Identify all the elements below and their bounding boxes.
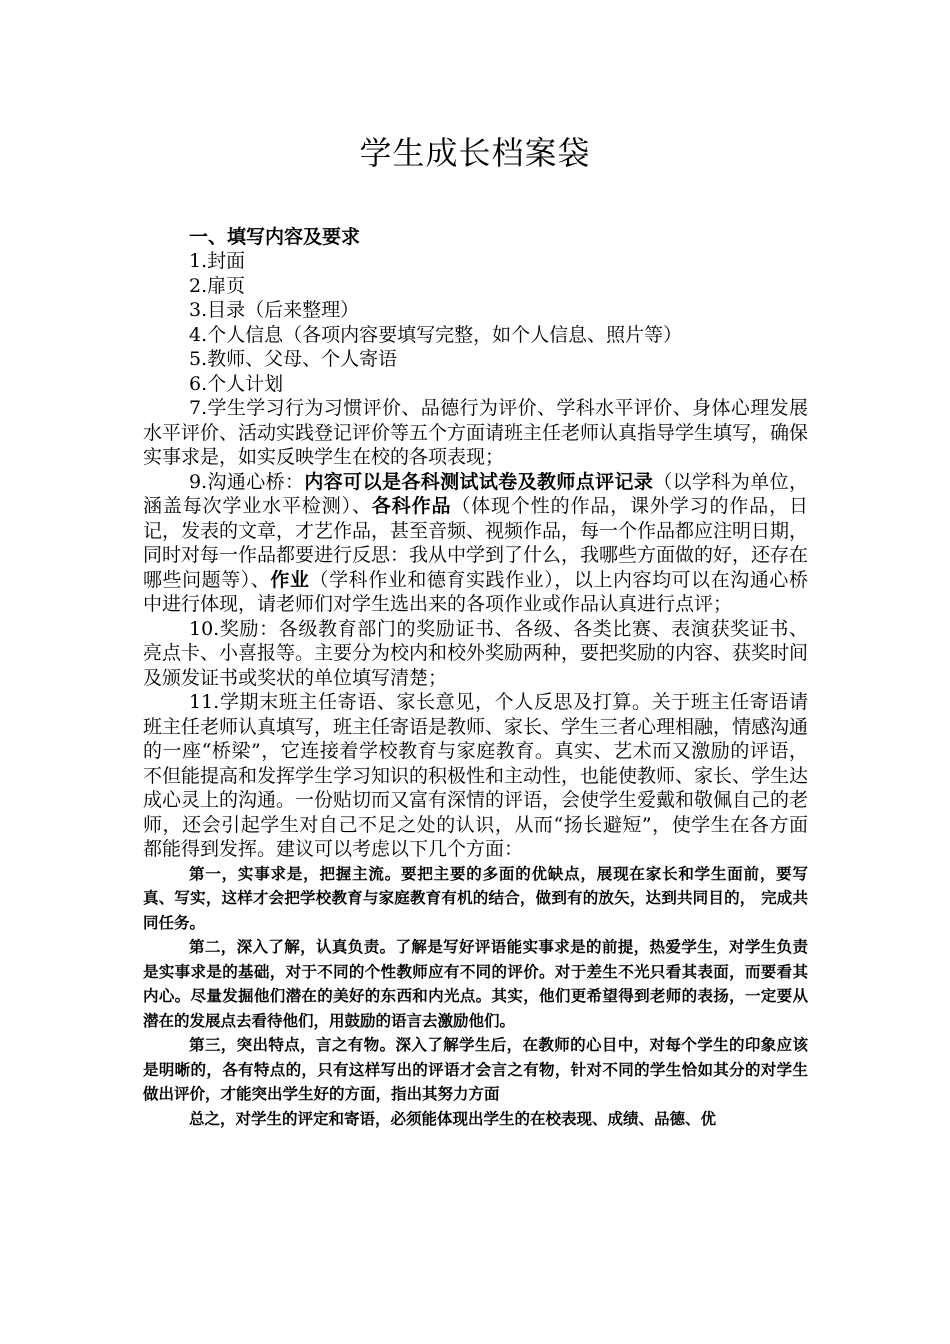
point-second: 第二，深入了解，认真负责。了解是写好评语能实事求是的前提，热爱学生，对学生负责是实事求是的基础，对于不同的个性教师应有不同的评价。对于差生不光只看其表面，而要看其内心。尽量发掘他们潜在的美好的东西和内光点。其实，他们更希望得到老师的表扬，一定要从潜在的发展点去看待他们，用鼓励的语言去激励他们。 — [143, 937, 808, 1030]
section-heading: 一、填写内容及要求 — [189, 226, 361, 248]
item-7-paragraph: 7.学生学习行为习惯评价、品德行为评价、学科水平评价、身体心理发展水平评价、活动实践登记评价等五个方面请班主任老师认真指导学生填写，确保实事求是，如实反映学生在校的各项表现； — [143, 397, 809, 468]
list-item: 3.目录（后来整理） — [189, 299, 360, 321]
item-9-prefix: 9.沟通心桥： — [189, 470, 305, 493]
list-item: 6.个人计划 — [189, 372, 284, 395]
item-10-paragraph: 10.奖励：各级教育部门的奖励证书、各级、各类比赛、表演获奖证书、亮点卡、小喜报等。主要分为校内和校外奖励两种，要把奖励的内容、获奖时间及颁发证书或奖状的单位填写清楚； — [143, 617, 809, 689]
item-9-bold-homework: 作业 — [270, 568, 310, 591]
list-item: 2.扉页 — [189, 274, 246, 297]
list-item: 1.封面 — [189, 250, 246, 272]
point-first: 第一，实事求是，把握主流。要把主要的多面的优缺点，展现在家长和学生面前，要写真、写实，这样才会把学校教育与家庭教育有机的结合，做到有的放矢，达到共同目的， 完成共同任务。 — [143, 863, 808, 932]
item-9-text-2: （体现个性的作品，课外学习的作品，日记，发表的文章，才艺作品，甚至音频、视频作品，每一个作品都应注明日期，同时对每一作品都要进行反思：我从中学到了什么，我哪些方面做的好，还存在哪些问题等）、 — [143, 495, 809, 591]
item-9-text-3: （学科作业和德育实践作业），以上内容均可以在沟通心桥中进行体现，请老师们对学生选出来的各项作业或作品认真进行点评； — [143, 568, 808, 615]
point-summary: 总之，对学生的评定和寄语，必须能体现出学生的在校表现、成绩、品德、优 — [189, 1108, 717, 1128]
item-9-paragraph — [143, 470, 808, 617]
item-9-bold-works: 各科作品 — [371, 495, 452, 517]
item-9-bold-tests: 内容可以是各科测试试卷及教师点评记录 — [304, 470, 654, 493]
point-third: 第三，突出特点，言之有物。深入了解学生后，在教师的心目中，对每个学生的印象应该是明晰的，各有特点的，只有这样写出的评语才会言之有物，针对不同的学生恰如其分的对学生做出评价，才能突出学生好的方面，指出其努力方面 — [143, 1035, 808, 1103]
list-item: 4.个人信息（各项内容要填写完整，如个人信息、照片等） — [189, 323, 683, 346]
document-body — [143, 225, 808, 1131]
page-title: 学生成长档案袋 — [359, 134, 591, 172]
item-9-text-1: （以学科为单位，涵盖每次学业水平检测）、 — [143, 470, 808, 517]
list-item: 5.教师、父母、个人寄语 — [189, 348, 398, 370]
item-11-paragraph: 11.学期末班主任寄语、家长意见，个人反思及打算。关于班主任寄语请班主任老师认真填写，班主任寄语是教师、家长、学生三者心理相融，情感沟通的一座“桥梁”，它连接着学校教育与家庭教育。真实、艺术而又激励的评语，不但能提高和发挥学生学习知识的积极性和主动性，也能使教师、家长、学生达成心灵上的沟通。一份贴切而又富有深情的评语，会使学生爱戴和敬佩自己的老师，还会引起学生对自己不足之处的认识，从而“扬长避短”，使学生在各方面都能得到发挥。建议可以考虑以下几个方面： — [143, 691, 809, 860]
